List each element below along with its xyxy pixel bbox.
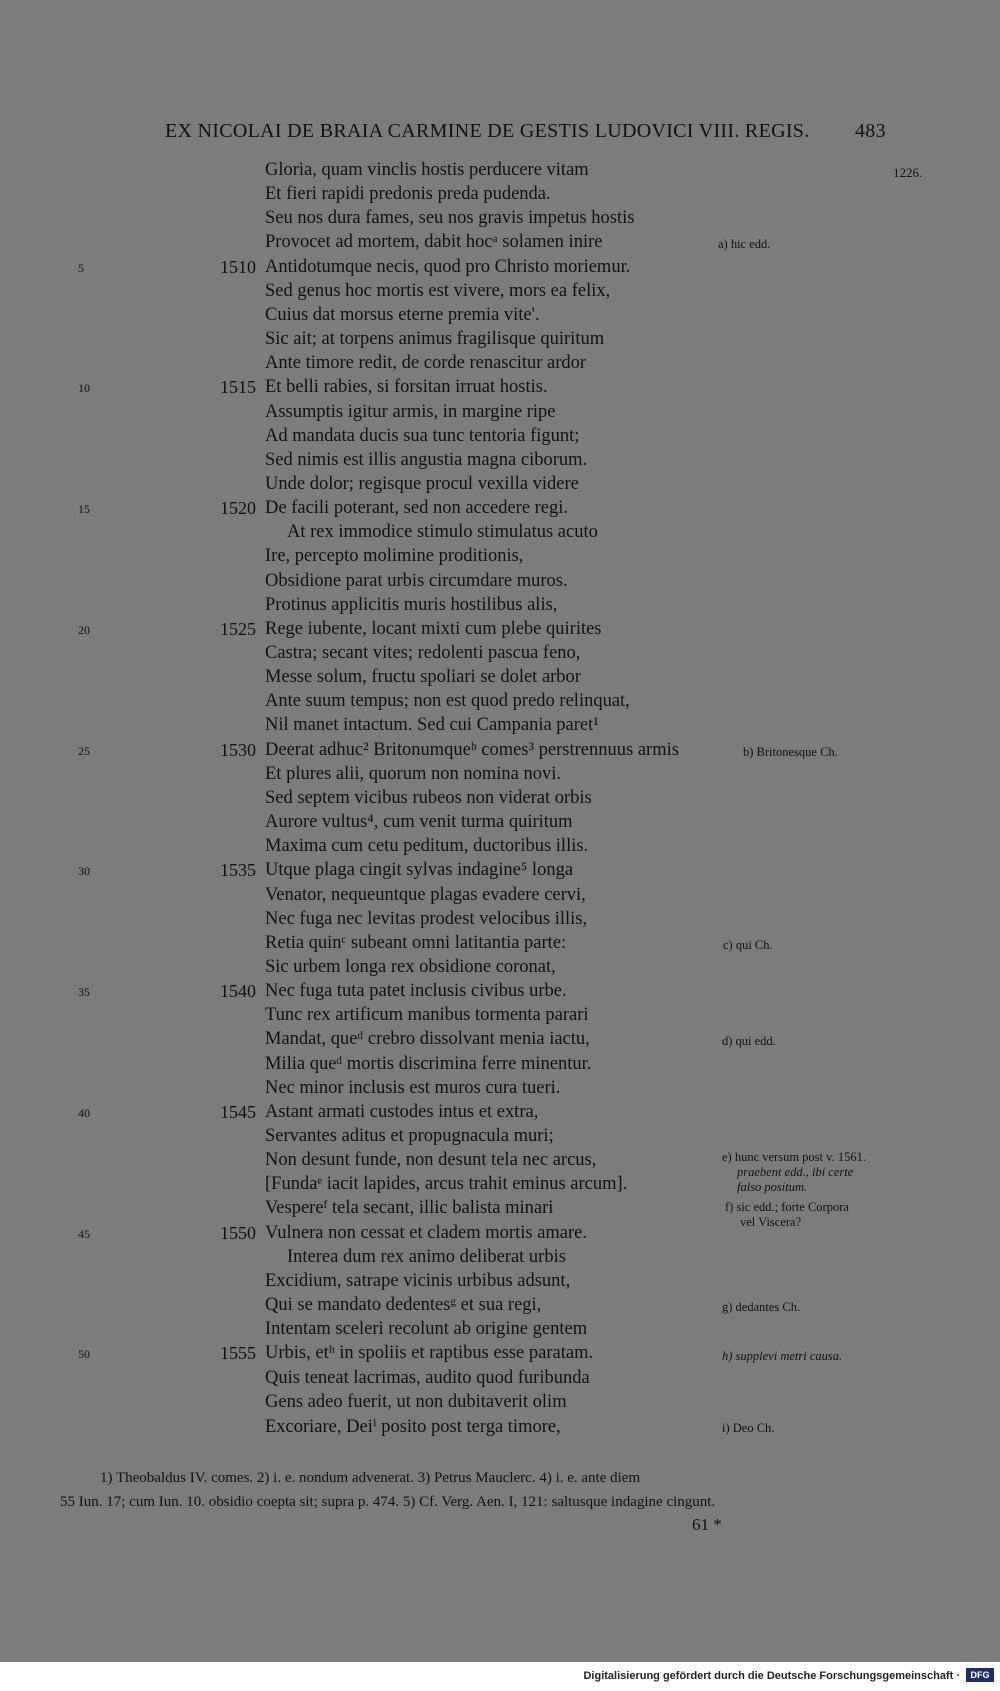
verse-line: Et fieri rapidi predonis preda pudenda. (265, 184, 551, 205)
verse-line: Nec minor inclusis est muros cura tueri. (265, 1077, 561, 1098)
verse-line: Cuius dat morsus eterne premia vite'. (265, 304, 540, 325)
margin-number: 35 (78, 985, 90, 1000)
note-a: a) hic edd. (718, 237, 771, 251)
verse-number: 1555 (220, 1343, 256, 1364)
verse-line: Astant armati custodes intus et extra, (265, 1101, 539, 1122)
margin-number: 15 (78, 502, 90, 517)
verse-line: Castra; secant vites; redolenti pascua feno, (265, 643, 581, 663)
verse-line: Non desunt funde, non desunt tela nec arcus, (265, 1150, 597, 1171)
verse-line: Venator, nequeuntque plagas evadere cervi, (265, 884, 586, 905)
note-b: b) Britonesque Ch. (743, 745, 838, 759)
verse-number: 1525 (220, 618, 256, 639)
verse-line: Aurore vultus⁴, cum venit turma quiritum (265, 812, 573, 833)
margin-number: 45 (78, 1226, 90, 1241)
footer-bar (0, 1662, 1000, 1691)
verse-line: Messe solum, fructu spoliari se dolet arbor (265, 667, 581, 688)
verse-line: [Fundaᵉ iacit lapides, arcus trahit eminus arcum]. (265, 1174, 628, 1195)
page-number: 483 (855, 120, 886, 142)
verse-line: Sed septem vicibus rubeos non viderat orbis (265, 787, 592, 808)
verse-line: Vulnera non cessat et cladem mortis amare. (265, 1222, 587, 1243)
signature-mark: 61 * (692, 1515, 722, 1534)
verse-line: Rege iubente, locant mixti cum plebe quirites (265, 618, 602, 639)
verse-line: Servantes aditus et propugnacula muri; (265, 1126, 554, 1146)
verse-line: Provocet ad mortem, dabit hocᵃ solamen inire (265, 232, 603, 253)
verse-number: 1515 (220, 377, 256, 398)
verse-line: Utque plaga cingit sylvas indagine⁵ longa (265, 860, 574, 881)
running-title: EX NICOLAI DE BRAIA CARMINE DE GESTIS LUDOVICI VIII. REGIS. (165, 120, 810, 142)
verse-line: Ire, percepto molimine proditionis, (265, 546, 524, 567)
margin-number: 20 (78, 622, 90, 637)
verse-line: Interea dum rex animo deliberat urbis (287, 1246, 566, 1267)
note-e-line2: praebent edd., ibi certe (737, 1165, 854, 1179)
verse-line: At rex immodice stimulo stimulatus acuto (287, 522, 598, 543)
verse-line: Et plures alii, quorum non nomina novi. (265, 763, 561, 784)
note-i: i) Deo Ch. (722, 1421, 775, 1435)
note-f-line2: vel Viscera? (740, 1215, 802, 1229)
verse-line: De facili poterant, sed non accedere regi. (265, 498, 569, 519)
note-f-line1: f) sic edd.; forte Corpora (725, 1200, 849, 1214)
verse-line: Nil manet intactum. Sed cui Campania paret¹ (265, 715, 599, 736)
verse-line: Et belli rabies, si forsitan irruat hostis. (265, 377, 548, 398)
verse-number: 1545 (220, 1101, 256, 1122)
margin-number: 25 (78, 743, 90, 758)
verse-line: Vespereᶠ tela secant, illic balista minari (265, 1198, 554, 1219)
verse-line: Maxima cum cetu peditum, ductoribus illis. (265, 836, 589, 857)
verse-line: Sed nimis est illis angustia magna ciborum. (265, 449, 588, 470)
verse-line: Sed genus hoc mortis est vivere, mors ea felix, (265, 280, 611, 301)
verse-line: Gloria, quam vinclis hostis perducere vitam (265, 160, 589, 180)
year-marker: 1226. (893, 165, 923, 180)
verse-line: Obsidione parat urbis circumdare muros. (265, 570, 568, 591)
verse-number: 1510 (220, 256, 256, 277)
verse-line: Retia quinᶜ subeant omni latitantia parte: (265, 932, 567, 953)
note-e-line3: falso positum. (737, 1180, 808, 1194)
verse-number: 1530 (220, 739, 256, 760)
verse-line: Ante suum tempus; non est quod predo relinquat, (265, 691, 630, 712)
verse-line: Excoriare, Deiⁱ posito post terga timore, (265, 1416, 561, 1437)
verse-number: 1540 (220, 981, 256, 1002)
verse-line: Unde dolor; regisque procul vexilla videre (265, 473, 579, 494)
margin-number: 5 (78, 260, 84, 275)
verse-number: 1520 (220, 498, 256, 519)
verse-line: Urbis, etʰ in spoliis et raptibus esse paratam. (265, 1343, 594, 1364)
verse-line: Antidotumque necis, quod pro Christo moriemur. (265, 256, 631, 277)
verse-line: Tunc rex artificum manibus tormenta parari (265, 1005, 589, 1026)
note-h: h) supplevi metri causa. (722, 1349, 843, 1363)
verse-line: Seu nos dura fames, seu nos gravis impetus hostis (265, 208, 635, 229)
verse-line: Sic urbem longa rex obsidione coronat, (265, 956, 556, 977)
note-c: c) qui Ch. (723, 938, 773, 952)
margin-number: 30 (78, 864, 90, 879)
verse-line: Nec fuga nec levitas prodest velocibus illis, (265, 908, 588, 929)
verse-line: Ad mandata ducis sua tunc tentoria figunt; (265, 425, 580, 446)
footnote-line-1: 1) Theobaldus IV. comes. 2) i. e. nondum advenerat. 3) Petrus Mauclerc. 4) i. e. ante diem (100, 1470, 641, 1486)
note-e-line1: e) hunc versum post v. 1561. (722, 1150, 866, 1164)
footnote-line-2: 55 Iun. 17; cum Iun. 10. obsidio coepta sit; supra p. 474. 5) Cf. Verg. Aen. I, 121: saltusque indagine cingunt. (60, 1494, 716, 1510)
verse-line: Gens adeo fuerit, ut non dubitaverit olim (265, 1391, 567, 1412)
verse-line: Excidium, satrape vicinis urbibus adsunt, (265, 1270, 571, 1291)
verse-line: Protinus applicitis muris hostilibus alis, (265, 594, 558, 615)
margin-number: 10 (78, 381, 90, 396)
verse-line: Sic ait; at torpens animus fragilisque quiritum (265, 329, 605, 350)
note-g: g) dedantes Ch. (722, 1300, 801, 1314)
verse-line: Quis teneat lacrimas, audito quod furibunda (265, 1367, 590, 1388)
verse-line: Deerat adhuc² Britonumqueᵇ comes³ perstrennuus armis (265, 739, 679, 760)
margin-number: 40 (78, 1105, 90, 1120)
verse-number: 1550 (220, 1222, 256, 1243)
margin-number: 50 (78, 1347, 90, 1362)
verse-line: Mandat, queᵈ crebro dissolvant menia iactu, (265, 1029, 590, 1050)
verse-line: Qui se mandato dedentesᵍ et sua regi, (265, 1295, 542, 1316)
funding-credit: Digitalisierung gefördert durch die Deutsche Forschungsgemeinschaft · (583, 1670, 960, 1682)
verse-line: Assumptis igitur armis, in margine ripe (265, 401, 556, 422)
verse-line: Intentam sceleri recolunt ab origine gentem (265, 1319, 588, 1340)
dfg-logo: DFG (966, 1668, 994, 1682)
verse-line: Nec fuga tuta patet inclusis civibus urbe. (265, 981, 567, 1002)
note-d: d) qui edd. (722, 1034, 776, 1048)
verse-line: Milia queᵈ mortis discrimina ferre minentur. (265, 1053, 592, 1074)
verse-line: Ante timore redit, de corde renascitur ardor (265, 353, 587, 374)
verse-number: 1535 (220, 860, 256, 881)
